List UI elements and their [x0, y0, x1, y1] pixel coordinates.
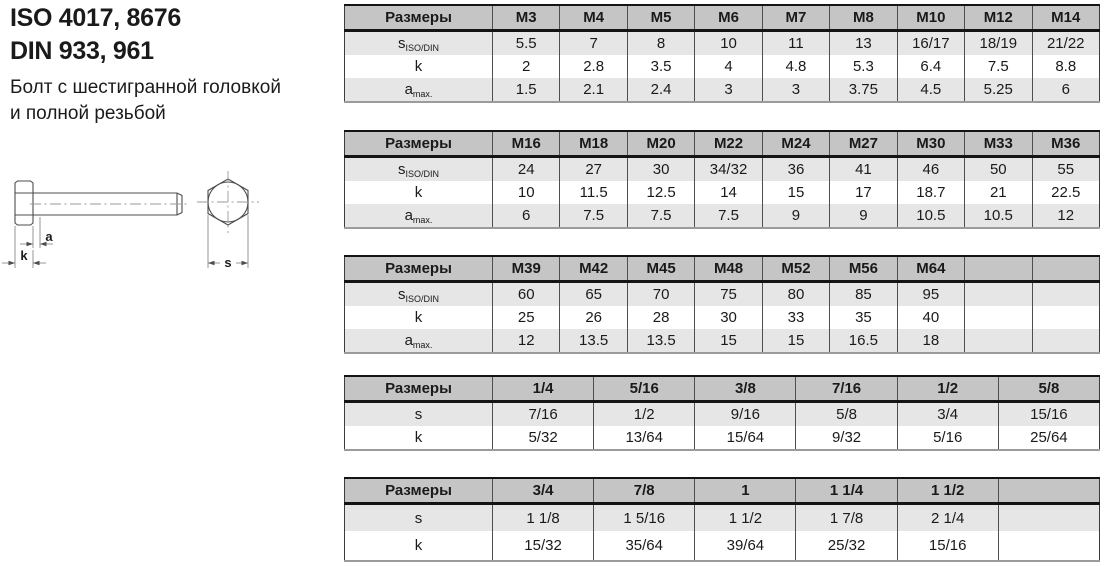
- value-cell: 2: [493, 55, 560, 78]
- row-label-symbol: a: [404, 331, 413, 349]
- row-label: [345, 55, 493, 78]
- value-cell: 4.8: [762, 55, 829, 78]
- value-cell: 15/64: [695, 426, 796, 450]
- row-label-symbol: s: [397, 285, 406, 303]
- value-cell: 7.5: [627, 204, 694, 228]
- value-cell: 34/32: [695, 157, 762, 182]
- value-cell: 15: [695, 329, 762, 353]
- column-header: M5: [627, 5, 694, 31]
- column-header: M18: [560, 131, 627, 157]
- bolt-head-end-view: [197, 171, 259, 233]
- size-table: [344, 375, 1100, 451]
- size-table: [344, 130, 1100, 229]
- table-row: [345, 426, 1100, 450]
- column-header: M14: [1032, 5, 1100, 31]
- column-header: 5/8: [998, 376, 1099, 402]
- value-cell: 18.7: [897, 181, 964, 204]
- table-header-row: [345, 376, 1100, 402]
- value-cell: 25/32: [796, 531, 897, 561]
- row-label-symbol: s: [414, 406, 423, 423]
- value-cell: 46: [897, 157, 964, 182]
- value-cell: 1.5: [493, 78, 560, 102]
- value-cell: 2.1: [560, 78, 627, 102]
- value-cell: 15: [762, 329, 829, 353]
- value-cell: 13: [830, 31, 897, 56]
- table-corner-header: Размеры: [345, 376, 493, 402]
- value-cell: 1/2: [594, 402, 695, 427]
- value-cell: [1032, 282, 1100, 307]
- dimension-table-3: [344, 255, 1100, 354]
- value-cell: 5.5: [493, 31, 560, 56]
- value-cell: 12: [493, 329, 560, 353]
- value-cell: 22.5: [1032, 181, 1100, 204]
- row-label-symbol: s: [414, 509, 423, 527]
- value-cell: 5.3: [830, 55, 897, 78]
- table-row: [345, 282, 1100, 307]
- row-label: [345, 306, 493, 329]
- value-cell: 65: [560, 282, 627, 307]
- column-header: 1: [695, 478, 796, 504]
- table-header-row: [345, 131, 1100, 157]
- value-cell: 8.8: [1032, 55, 1100, 78]
- value-cell: 1 1/2: [695, 504, 796, 532]
- value-cell: 7/16: [493, 402, 594, 427]
- value-cell: 26: [560, 306, 627, 329]
- value-cell: 12.5: [627, 181, 694, 204]
- value-cell: 30: [695, 306, 762, 329]
- column-header: M27: [830, 131, 897, 157]
- value-cell: 3: [695, 78, 762, 102]
- value-cell: 15: [762, 181, 829, 204]
- column-header: M16: [493, 131, 560, 157]
- value-cell: 18/19: [965, 31, 1032, 56]
- value-cell: [965, 282, 1032, 307]
- value-cell: 95: [897, 282, 964, 307]
- row-label-subscript: max.: [412, 214, 433, 225]
- value-cell: 5/16: [897, 426, 998, 450]
- value-cell: 2.8: [560, 55, 627, 78]
- value-cell: 7.5: [965, 55, 1032, 78]
- table-header-row: [345, 256, 1100, 282]
- row-label-symbol: k: [414, 537, 423, 554]
- size-table: [344, 477, 1100, 562]
- value-cell: 24: [493, 157, 560, 182]
- value-cell: 3/4: [897, 402, 998, 427]
- column-header: 3/4: [493, 478, 594, 504]
- value-cell: 1 1/8: [493, 504, 594, 532]
- value-cell: 10.5: [965, 204, 1032, 228]
- value-cell: 36: [762, 157, 829, 182]
- column-header: M64: [897, 256, 964, 282]
- column-header: 5/16: [594, 376, 695, 402]
- column-header: M36: [1032, 131, 1100, 157]
- table-corner-header: Размеры: [345, 131, 493, 157]
- value-cell: 27: [560, 157, 627, 182]
- bolt-side-view: [15, 181, 188, 225]
- row-label-symbol: k: [414, 58, 423, 75]
- value-cell: 10: [493, 181, 560, 204]
- value-cell: 41: [830, 157, 897, 182]
- table-row: [345, 78, 1100, 102]
- value-cell: 13.5: [560, 329, 627, 353]
- product-description-line-1: Болт с шестигранной головкой: [10, 77, 281, 98]
- column-header: 1/2: [897, 376, 998, 402]
- value-cell: 21/22: [1032, 31, 1100, 56]
- value-cell: 35: [830, 306, 897, 329]
- value-cell: 25: [493, 306, 560, 329]
- title-iso-standards: ISO 4017, 8676: [10, 4, 181, 32]
- size-table: [344, 255, 1100, 354]
- column-header: M52: [762, 256, 829, 282]
- table-header-row: [345, 5, 1100, 31]
- value-cell: [1032, 329, 1100, 353]
- row-label: [345, 426, 493, 450]
- value-cell: 15/32: [493, 531, 594, 561]
- column-header: 1/4: [493, 376, 594, 402]
- value-cell: 16/17: [897, 31, 964, 56]
- value-cell: 11.5: [560, 181, 627, 204]
- column-header: M56: [830, 256, 897, 282]
- value-cell: 5/32: [493, 426, 594, 450]
- value-cell: 14: [695, 181, 762, 204]
- row-label-symbol: k: [414, 429, 423, 446]
- column-header: M12: [965, 5, 1032, 31]
- value-cell: 39/64: [695, 531, 796, 561]
- column-header: M8: [830, 5, 897, 31]
- row-label-symbol: a: [404, 80, 413, 98]
- table-row: [345, 31, 1100, 56]
- value-cell: 7.5: [560, 204, 627, 228]
- row-label-subscript: ISO/DIN: [405, 42, 439, 53]
- column-header: M48: [695, 256, 762, 282]
- column-header: M3: [493, 5, 560, 31]
- column-header: M30: [897, 131, 964, 157]
- value-cell: 7.5: [695, 204, 762, 228]
- row-label-symbol: k: [414, 184, 423, 201]
- dimension-table-5: [344, 477, 1100, 562]
- table-corner-header: Размеры: [345, 5, 493, 31]
- value-cell: 15/16: [897, 531, 998, 561]
- table-row: [345, 402, 1100, 427]
- table-row: [345, 504, 1100, 532]
- row-label: [345, 329, 493, 353]
- table-row: [345, 204, 1100, 228]
- row-label: [345, 157, 493, 182]
- column-header: [965, 256, 1032, 282]
- column-header: [998, 478, 1099, 504]
- value-cell: 2.4: [627, 78, 694, 102]
- row-label-subscript: max.: [412, 88, 433, 99]
- value-cell: 6.4: [897, 55, 964, 78]
- size-table: [344, 4, 1100, 103]
- value-cell: 33: [762, 306, 829, 329]
- row-label-subscript: max.: [412, 339, 433, 350]
- column-header: 7/8: [594, 478, 695, 504]
- value-cell: 7: [560, 31, 627, 56]
- value-cell: 6: [493, 204, 560, 228]
- value-cell: 9: [762, 204, 829, 228]
- row-label: [345, 402, 493, 427]
- row-label-symbol: k: [414, 309, 423, 326]
- value-cell: 21: [965, 181, 1032, 204]
- column-header: M7: [762, 5, 829, 31]
- value-cell: 60: [493, 282, 560, 307]
- value-cell: [965, 329, 1032, 353]
- value-cell: 9: [830, 204, 897, 228]
- row-label: [345, 31, 493, 56]
- value-cell: 10: [695, 31, 762, 56]
- value-cell: 4.5: [897, 78, 964, 102]
- dim-a-label: a: [45, 229, 53, 244]
- value-cell: 75: [695, 282, 762, 307]
- value-cell: 15/16: [998, 402, 1099, 427]
- title-din-standards: DIN 933, 961: [10, 37, 154, 65]
- column-header: M20: [627, 131, 694, 157]
- column-header: M33: [965, 131, 1032, 157]
- dimension-s: [208, 215, 248, 270]
- dimension-a: [20, 217, 53, 248]
- row-label-symbol: s: [397, 160, 406, 178]
- value-cell: 12: [1032, 204, 1100, 228]
- value-cell: 30: [627, 157, 694, 182]
- column-header: 3/8: [695, 376, 796, 402]
- value-cell: 40: [897, 306, 964, 329]
- table-row: [345, 181, 1100, 204]
- value-cell: 3.75: [830, 78, 897, 102]
- value-cell: 50: [965, 157, 1032, 182]
- value-cell: 28: [627, 306, 694, 329]
- value-cell: 2 1/4: [897, 504, 998, 532]
- value-cell: [998, 531, 1099, 561]
- row-label: [345, 282, 493, 307]
- value-cell: 13.5: [627, 329, 694, 353]
- value-cell: 3: [762, 78, 829, 102]
- row-label: [345, 531, 493, 561]
- row-label-symbol: s: [397, 34, 406, 52]
- value-cell: 4: [695, 55, 762, 78]
- table-row: [345, 55, 1100, 78]
- value-cell: 80: [762, 282, 829, 307]
- column-header: M6: [695, 5, 762, 31]
- row-label-subscript: ISO/DIN: [405, 293, 439, 304]
- dimension-table-1: [344, 4, 1100, 103]
- value-cell: 13/64: [594, 426, 695, 450]
- column-header: 7/16: [796, 376, 897, 402]
- table-row: [345, 157, 1100, 182]
- row-label: [345, 204, 493, 228]
- value-cell: 8: [627, 31, 694, 56]
- dim-k-label: k: [20, 248, 28, 263]
- value-cell: 25/64: [998, 426, 1099, 450]
- column-header: M4: [560, 5, 627, 31]
- value-cell: 1 5/16: [594, 504, 695, 532]
- column-header: M10: [897, 5, 964, 31]
- value-cell: [1032, 306, 1100, 329]
- table-corner-header: Размеры: [345, 478, 493, 504]
- value-cell: 6: [1032, 78, 1100, 102]
- value-cell: 10.5: [897, 204, 964, 228]
- value-cell: 11: [762, 31, 829, 56]
- column-header: M24: [762, 131, 829, 157]
- row-label: [345, 181, 493, 204]
- row-label: [345, 504, 493, 532]
- bolt-technical-drawing: [0, 160, 280, 280]
- table-row: [345, 306, 1100, 329]
- dim-s-label: s: [224, 255, 232, 270]
- column-header: M39: [493, 256, 560, 282]
- value-cell: 16.5: [830, 329, 897, 353]
- dimension-table-2: [344, 130, 1100, 229]
- column-header: M45: [627, 256, 694, 282]
- value-cell: 70: [627, 282, 694, 307]
- value-cell: 85: [830, 282, 897, 307]
- column-header: [1032, 256, 1100, 282]
- dimension-k: [2, 226, 46, 268]
- table-corner-header: Размеры: [345, 256, 493, 282]
- product-description-line-2: и полной резьбой: [10, 103, 166, 124]
- value-cell: 1 7/8: [796, 504, 897, 532]
- value-cell: 9/32: [796, 426, 897, 450]
- row-label-subscript: ISO/DIN: [405, 168, 439, 179]
- value-cell: 35/64: [594, 531, 695, 561]
- value-cell: 17: [830, 181, 897, 204]
- column-header: 1 1/4: [796, 478, 897, 504]
- table-header-row: [345, 478, 1100, 504]
- value-cell: 5/8: [796, 402, 897, 427]
- table-row: [345, 329, 1100, 353]
- column-header: 1 1/2: [897, 478, 998, 504]
- value-cell: 9/16: [695, 402, 796, 427]
- value-cell: 55: [1032, 157, 1100, 182]
- value-cell: 18: [897, 329, 964, 353]
- dimension-table-4: [344, 375, 1100, 451]
- table-row: [345, 531, 1100, 561]
- value-cell: 3.5: [627, 55, 694, 78]
- column-header: M22: [695, 131, 762, 157]
- value-cell: [998, 504, 1099, 532]
- row-label-symbol: a: [404, 206, 413, 224]
- value-cell: 5.25: [965, 78, 1032, 102]
- row-label: [345, 78, 493, 102]
- column-header: M42: [560, 256, 627, 282]
- standards-panel: [10, 2, 340, 127]
- value-cell: [965, 306, 1032, 329]
